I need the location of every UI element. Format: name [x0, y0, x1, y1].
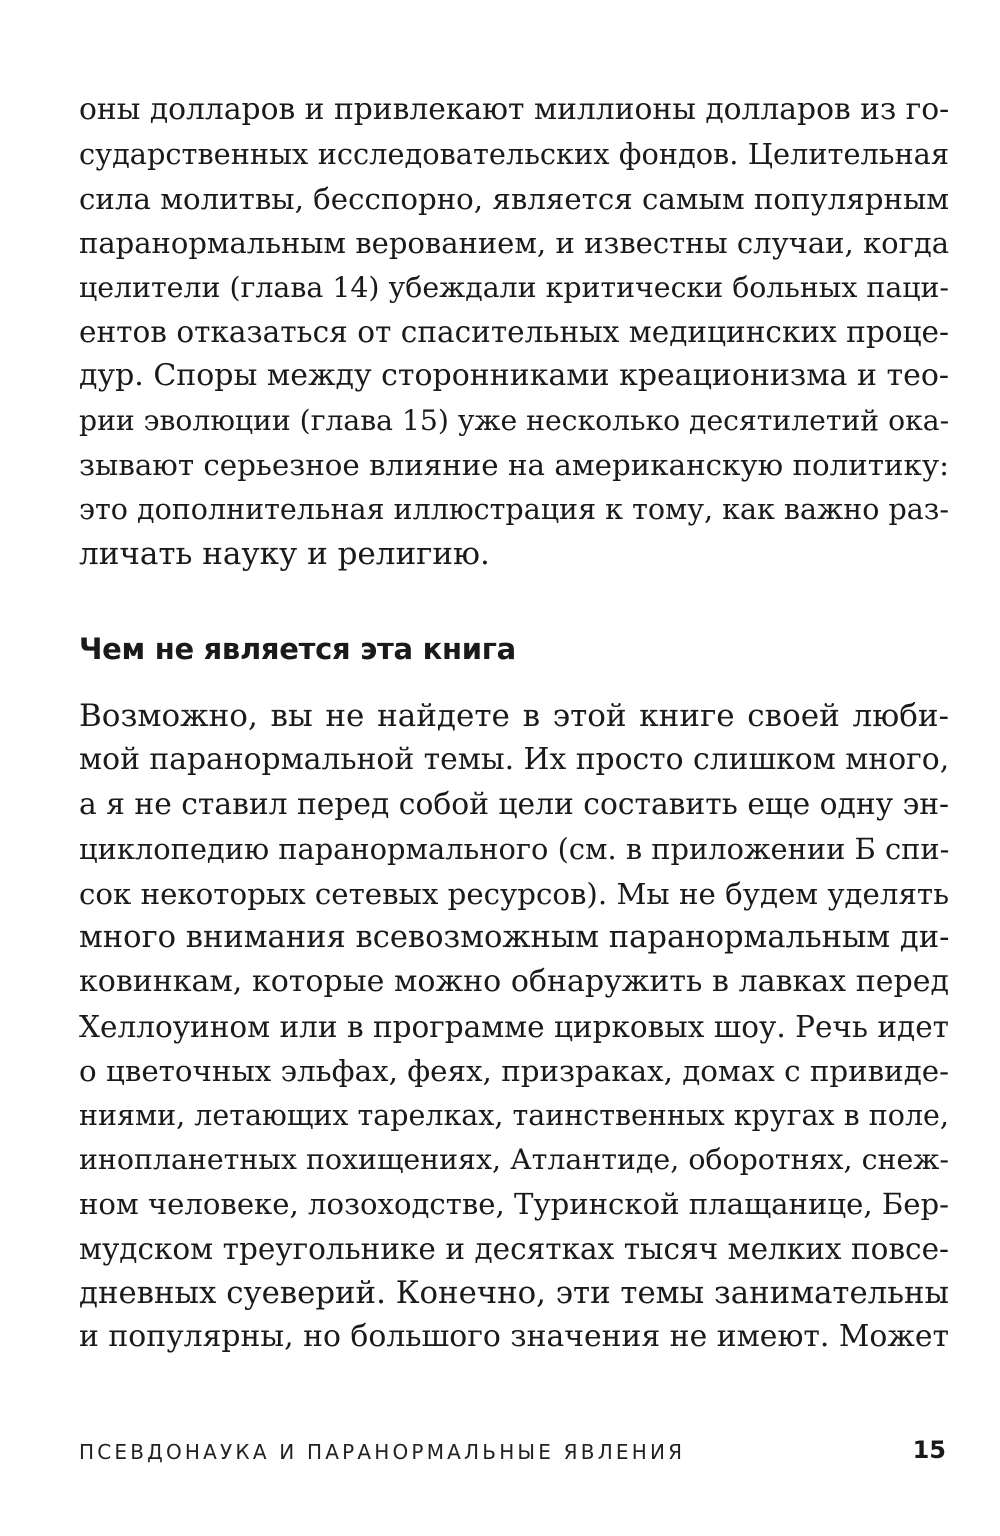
- text-line: целители (глава 14) убеждали критически больных паци-: [79, 270, 949, 304]
- text-line: Возможно, вы не найдете в этой книге своей люби-: [79, 698, 949, 734]
- text-line: циклопедию паранормального (см. в приложении Б спи-: [79, 832, 950, 867]
- running-title: ПСЕВДОНАУКА И ПАРАНОРМАЛЬНЫЕ ЯВЛЕНИЯ: [79, 1440, 686, 1464]
- paragraph-1: [79, 88, 949, 576]
- text-line: ковинкам, которые можно обнаружить в лавках перед: [79, 964, 949, 1000]
- text-line: сударственных исследовательских фондов. Целительная: [79, 137, 949, 172]
- text-line: мой паранормальной темы. Их просто слишком много,: [79, 742, 950, 778]
- text-line: много внимания всевозможным паранормальным ди-: [79, 919, 950, 955]
- text-line: зывают серьезное влияние на американскую политику:: [79, 448, 949, 483]
- text-line: и популярны, но большого значения не имеют. Может: [79, 1319, 949, 1355]
- text-line: сок некоторых сетевых ресурсов). Мы не будем уделять: [79, 876, 949, 911]
- text-line: о цветочных эльфах, феях, призраках, домах с привиде-: [79, 1054, 949, 1089]
- page-number: 15: [912, 1436, 946, 1464]
- text-line: оны долларов и привлекают миллионы долларов из го-: [79, 92, 950, 127]
- text-line: сила молитвы, бесспорно, является самым популярным: [79, 181, 949, 216]
- text-line: дневных суеверий. Конечно, эти темы занимательны: [79, 1275, 949, 1312]
- text-line: мудском треугольнике и десятках тысяч мелких повсе-: [79, 1231, 949, 1266]
- text-line: а я не ставил перед собой цели составить еще одну эн-: [79, 786, 950, 822]
- section-heading: Чем не является эта книга: [79, 632, 516, 666]
- paragraph-2: [79, 694, 949, 1360]
- text-line: ниями, летающих тарелках, таинственных кругах в поле,: [79, 1098, 949, 1132]
- text-line: Хеллоуином или в программе цирковых шоу. Речь идет: [79, 1009, 949, 1044]
- text-line: рии эволюции (глава 15) уже несколько десятилетий ока-: [79, 403, 950, 437]
- text-line: дур. Споры между сторонниками креационизма и тео-: [79, 358, 949, 394]
- text-line: инопланетных похищениях, Атлантиде, оборотнях, снеж-: [79, 1142, 949, 1176]
- text-line: это дополнительная иллюстрация к тому, как важно раз-: [79, 492, 949, 526]
- text-line: личать науку и религию.: [79, 535, 490, 572]
- text-line: паранормальным верованием, и известны случаи, когда: [79, 226, 949, 261]
- text-line: ном человеке, лозоходстве, Туринской плащанице, Бер-: [79, 1187, 949, 1222]
- text-line: ентов отказаться от спасительных медицинских проце-: [79, 314, 949, 349]
